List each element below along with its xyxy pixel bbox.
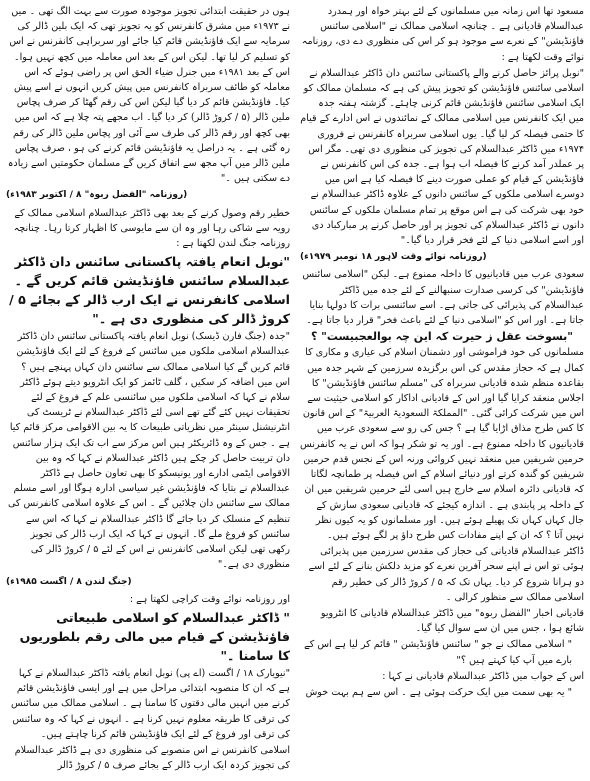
paragraph: قادیانی اخبار "الفضل ربوہ" میں ڈاکٹر عبدالسلام قادیانی کا انٹرویو شائع ہوا ، جس میں ان سے سوال کیا گیا۔ [320,607,584,635]
interview-question: " اسلامی ممالک نے جو " سائنس فاؤنڈیشن " قائم کر لیا ہے اس کے بارے میں آپ کیا کہتے ہیں ؟" [304,639,572,666]
paragraph: مسعود تھا اس زمانہ میں مسلمانوں کے لئے بہتر خواہ اور ہمدرد عبدالسلام قادیانی ہے ۔ چنانچہ اسلامی ممالک نے "اسلامی سائنس فاؤنڈیشن" کے نعرے سے موجود ہو کر اس کی منظوری دے دی، روزنامہ نوائے وقت لکھتا ہے : [301,6,584,63]
paragraph: سعودی عرب میں قادیانیوں کا داخلہ ممنوع ہے۔ لیکن "اسلامی سائنس فاؤنڈیشن" کی کرسی صدارت سنبھالنے کے لئے جدہ میں ڈاکٹر عبدالسلام کی پذیرائی کی جاتی ہے۔ اسے سائنسی برات کا دولہا بنایا جاتا ہے۔ اور اس کو "اسلامی دنیا کے لئے باعث فخر" قرار دیا جاتا ہے۔ [302,269,584,327]
paragraph: اسلامی کانفرنس نے اس منصوبے کی منظوری دی ہے ڈاکٹر عبدالسلام کی تجویز کردہ ایک ارب ڈالر کے بجائے صرف ۵ / کروڑ ڈالر [14,744,290,772]
quotation: "نوبل پرائز حاصل کرنے والے پاکستانی سائنس دان ڈاکٹر عبدالسلام نے اسلامی سائنس فاؤنڈیشن کو تجویز پیش کی ہے کہ مسلمان ممالک کو ایک اسلامی سائنس فاؤنڈیشن قائم کرنی چاہئے۔ گزشتہ ہفتہ جدہ میں ایک کانفرنس میں اسلامی ممالک کے نمائندوں نے اس ادارے کے قیام کا حتمی فیصلہ کر لیا گیا۔ یوں اسلامی سربراہ کانفرنس نے فروری ۱۹۷۴ء میں ڈاکٹر عبدالسلام کی تجویز کی منظوری دی تھی۔ مگر اس پر عملدر آمد کرنے کا فیصلہ اب ہوا ہے۔ جدہ کی اس کانفرنس نے فاؤنڈیشن کے قیام کو عملی صورت دینے کا فیصلہ کیا ہے اس میں دوسرے اسلامی ملکوں کے سائنس دانوں کے علاوہ ڈاکٹر عبدالسلام نے خود بھی شرکت کی ہے اس موقع پر تمام مسلمان ملکوں کے سائنس دانوں نے ڈاکٹر عبدالسلام کی تجویز پر اور حاصل کرنے پر مبارکباد دی اور اسے اسلامی دنیا کے لئے فخر قرار دیا گیا۔" [300,67,584,247]
source-citation: (روزنامہ "الفضل ربوہ" ۸ / اکتوبر ۱۹۸۳ء) [6,190,188,201]
verse-line: "بسوخت عقل ز حیرت کہ این چہ بوالعجبیست" ؟ [310,330,574,344]
quotation: "جدہ (جنگ فارن ڈیسک) نوبل انعام یافتہ پاکستانی سائنس دان ڈاکٹر عبدالسلام اسلامی ملکوں میں سائنس کے فروغ کے لئے ایک فاؤنڈیشن قائم کریں گے کیا اسلامی ممالک سے سائنس دان کہاں پہنچے ہیں ؟ اس میں اضافہ کر سکیں ، گلف ٹائمز کو ایک انٹرویو دیتے ہوئے ڈاکٹر سلام نے کہا کہ اسلامی ملکوں میں سائنسی علم کے فروغ کے لئے تحقیقات نہیں کئے گئے تھے اسی لئے ڈاکٹر عبدالسلام نے ٹریسٹ کی انٹرنیشنل سینٹر میں نظریاتی طبیعات کا یہ بین الاقوامی مرکز قائم کیا ہے ۔ جس کے وہ ڈائریکٹر ہیں اس مرکز سے اب تک ایک ہزار سائنس دان تربیت حاصل کر چکے ہیں ڈاکٹر عبدالسلام نے کہا کہ وہ بین الاقوامی ایٹمی ادارے اور یونیسکو کا بھی تعاون حاصل ہے ڈاکٹر عبدالسلام نے بتایا کہ فاؤنڈیشن غیر سیاسی ادارہ ہوگا اور اسے مسلم ممالک سے سائنس دان چلائیں گے ۔ اس کے علاوہ اسلامی کانفرنس کی تنظیم کے منسلک کر دیا جائے گا ڈاکٹر عبدالسلام نے کہا کہ اس سے سائنس کو فروغ ملے گا۔ انہوں نے کہا کہ ایک ارب ڈالر کی تجویز رکھی تھی لیکن اسلامی کانفرنس نے اس کے لئے ۵ / کروڑ ڈالر کی منظوری دی ہے۔" [7,331,290,571]
news-headline: "نوبل انعام یافتہ پاکستانی سائنس دان ڈاکٹر عبدالسلام سائنس فاؤنڈیشن قائم کریں گے ۔ اسلامی کانفرنس نے ایک ارب ڈالر کے بجائے ۵ / کروڑ ڈالر کی منظوری دی ہے ۔" [9,254,290,327]
quotation: "نیویارک ۱۸ / اگست (اے پی) نوبل انعام یافتہ ڈاکٹر عبدالسلام نے کہا ہے کہ ان کا منصوبہ ابتدائی مراحل میں ہے اور ایسی فاؤنڈیشن قائم کرنے میں انہیں مالی دقتوں کا سامنا ہے ۔ اسلامی ممالک میں سائنس کی ترقی کا طریقہ معلوم نہیں کرنا ہے ۔ انہوں نے کہا کہ وہ سائنس کی ترقی اور فروغ کے لئے ایک فاؤنڈیشن قائم کرنا چاہتے ہیں۔ [10,667,290,740]
left-column [6,4,290,777]
paragraph: خطیر رقم وصول کرنے کے بعد بھی ڈاکٹر عبدالسلام اسلامی ممالک کے رویہ سے شاکی رہا اور وہ ان سے مایوسی کا اظہار کرتا رہا۔ چنانچہ روزنامہ جنگ لندن لکھتا ہے : [13,207,290,250]
source-citation: (روزنامہ نوائے وقت لاہور ۱۸ نومبر ۱۹۷۹ء) [300,252,487,263]
paragraph: ہوں در حقیقت ابتدائی تجویز موجودہ صورت سے بہت الگ تھی ۔ میں نے ۱۹۷۳ء میں مشرق کانفرنس کو یہ تجویز تھی کہ ایک بلین ڈالر کی سرمایہ سے ایک فاؤنڈیشن قائم کیا جائے اور سربراہی کانفرنس نے اس کو تسلیم کر لیا تھا۔ لیکن اس کے بعد اس معاملہ میں کچھ نہیں ہوا۔ اس کے بعد ۱۹۸۱ء میں جنرل ضیاء الحق اس پر راضی ہوئے کہ اس معاملہ کو طائف سربراہ کانفرنس میں پیش کریں انہوں نے اسے پیش کیا۔ فاؤنڈیشن قائم کر دیا گیا لیکن اس کی رقم گھٹا کر صرف پچاس ملین ڈالر (۵ / کروڑ ڈالر) کر دیا گیا۔ اب مجھے پتہ چلا ہے کہ اس میں بھی کچھ اور رقم ڈالر کی طرف سے آئی اور پچاس ملین ڈالر کی رقم رہ گئی ہے ۔ یہ دراصل یہ فاؤنڈیشن قائم کرنے کی ہو ، صرف پچاس ملین ڈالر میں آپ مجھ سے اتفاق کریں گے مسلمان حکومتیں اسے زیادہ دے سکتی ہیں ۔" [7,6,290,185]
source-citation: (جنگ لندن ۸ / اگست ۱۹۸۵ء) [6,576,132,587]
paragraph: اس کے جواب میں ڈاکٹر عبدالسلام قادیانی نے کہا : [382,670,584,682]
news-headline: " ڈاکٹر عبدالسلام کو اسلامی طبیعاتی فاؤنڈیشن کے قیام میں مالی رقم بلطوریوں کا سامنا ۔" [19,609,290,663]
interview-answer: " یہ بھی سمت میں ایک حرکت ہوئی ہے ۔ اس سے ہم بہت خوش [305,686,572,698]
paragraph: ڈاکٹر عبدالسلام قادیانی کی حجاز کی مقدس سرزمین میں پذیرائی ہوئی تو اس نے اپنے سحر آفرین نعرے کو مزید دلکش بنانے کے لئے اسے دو ہرانا شروع کر دیا۔ یہاں تک کہ ۵ / کروڑ ڈالر کی خطیر رقم اسلامی ممالک سے منظور کرالی ۔ [308,546,584,603]
paragraph: اور روزنامہ نوائے وقت کراچی لکھتا ہے : [129,593,290,605]
right-column [300,4,584,777]
paragraph: مسلمانوں کی خود فراموشی اور دشمنان اسلام کی عیاری و مکاری کا کمال ہے کہ حجاز مقدس کی اس برگزیدہ سرزمین کے شہر جدہ میں بقاعدہ منظم شدہ قادیانی سربراہ کی "مسلم سائنس فاؤنڈیشن" کا اجلاس منعقد کرایا گیا اور اس کے قادیانی اداکار کو اسلامی حیثیت سے اس میں شرکت کرائی گئی۔ "المملکۃ السعودیۃ العربیۃ" کے اس قانون کا کس طرح مذاق اڑایا گیا ہے ؟ جس کی رو سے سعودی عرب میں قادیانیوں کا داخلہ ممنوع ہے۔ اور یہ تو شکر ہوا کہ اس نے یہ کانفرنس حرمین شریفین میں منعقد نہیں کروائی ورنہ اس کے نجس قدم حرمین شریفین کو گندہ کرتے اور دنیائے اسلام کے اس فیصلہ پر طمانچہ لگاتا کہ قادیانی دائرہ اسلام سے خارج ہیں اسی لئے حرمین شریفین میں ان کے داخلہ پر پابندی ہے ۔ اندازہ کیجئے کہ قادیانی سعودی سازش کے جال کہاں کہاں تک پھیلے ہوئے ہیں۔ اور مسلمانوں کو یہ کیوں نظر نہیں آتا ؟ کہ ان کے اپنے مفادات کس طرح داؤ پر لگے ہوئے ہیں۔ [300,347,584,541]
